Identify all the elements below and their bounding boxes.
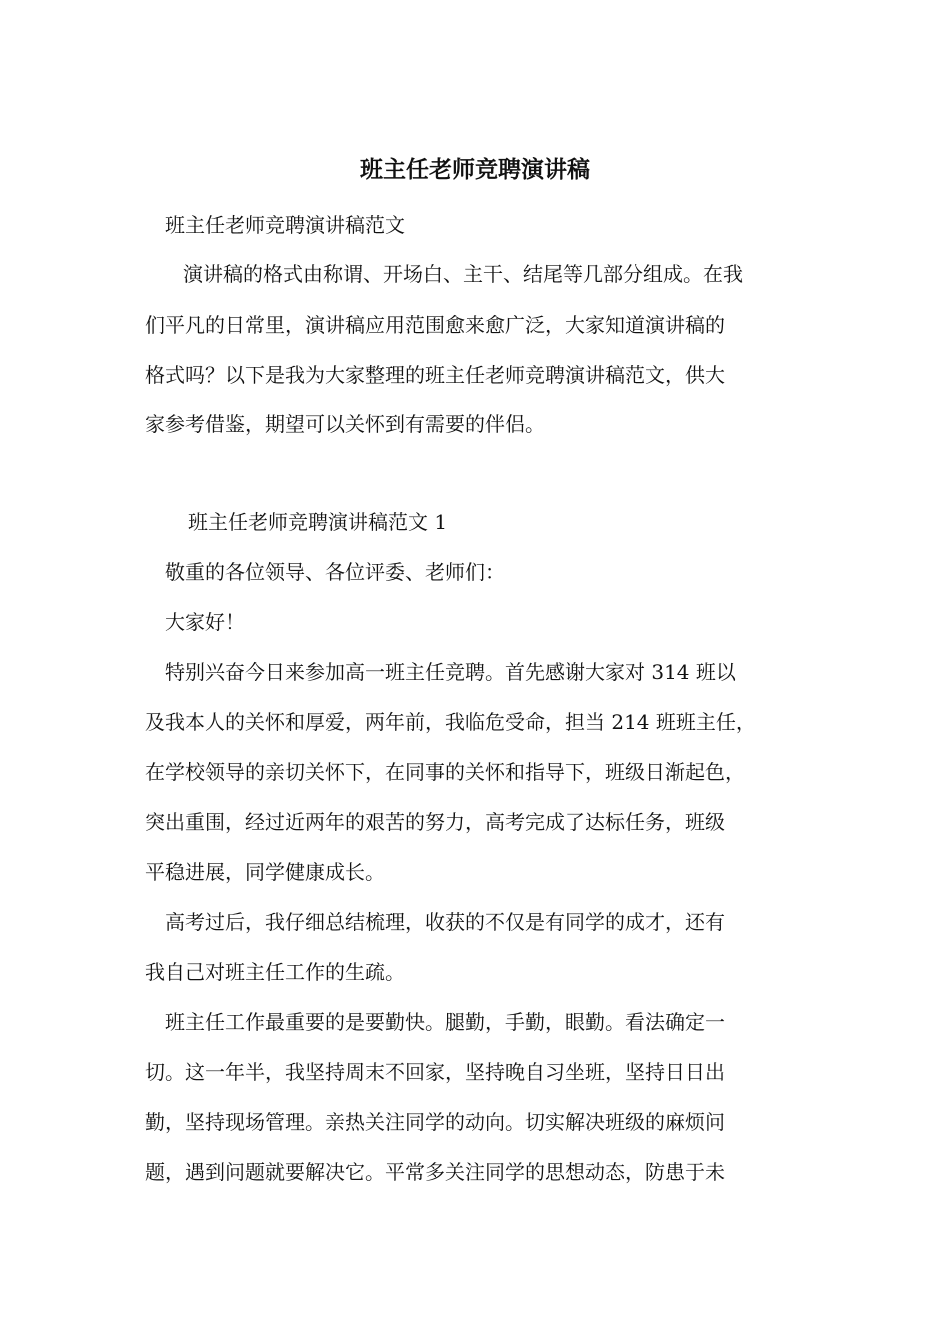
subtitle-line: 班主任老师竞聘演讲稿范文 — [165, 213, 405, 237]
paragraph-line: 家参考借鉴，期望可以关怀到有需要的伴侣。 — [145, 412, 545, 436]
paragraph-line: 题，遇到问题就要解决它。平常多关注同学的思想动态，防患于未 — [145, 1160, 725, 1184]
document-title: 班主任老师竞聘演讲稿 — [360, 156, 590, 183]
paragraph-line: 高考过后，我仔细总结梳理，收获的不仅是有同学的成才，还有 — [165, 910, 725, 934]
paragraph-line: 突出重围，经过近两年的艰苦的努力，高考完成了达标任务，班级 — [145, 810, 725, 834]
salutation-line: 敬重的各位领导、各位评委、老师们： — [165, 560, 505, 584]
paragraph-line: 班主任工作最重要的是要勤快。腿勤，手勤，眼勤。看法确定一 — [165, 1010, 725, 1034]
greeting-line: 大家好！ — [165, 610, 245, 634]
paragraph-line: 平稳进展，同学健康成长。 — [145, 860, 385, 884]
paragraph-line: 特别兴奋今日来参加高一班主任竞聘。首先感谢大家对 314 班以 — [165, 660, 736, 684]
paragraph-line: 我自己对班主任工作的生疏。 — [145, 960, 405, 984]
paragraph-line: 及我本人的关怀和厚爱，两年前，我临危受命，担当 214 班班主任， — [145, 710, 756, 734]
paragraph-line: 格式吗？以下是我为大家整理的班主任老师竞聘演讲稿范文，供大 — [145, 363, 725, 387]
paragraph-line: 勤，坚持现场管理。亲热关注同学的动向。切实解决班级的麻烦问 — [145, 1110, 725, 1134]
paragraph-line: 们平凡的日常里，演讲稿应用范围愈来愈广泛，大家知道演讲稿的 — [145, 313, 725, 337]
paragraph-line: 切。这一年半，我坚持周末不回家，坚持晚自习坐班，坚持日日出 — [145, 1060, 725, 1084]
paragraph-line: 在学校领导的亲切关怀下，在同事的关怀和指导下，班级日渐起色， — [145, 760, 745, 784]
paragraph-line: 演讲稿的格式由称谓、开场白、主干、结尾等几部分组成。在我 — [183, 262, 743, 286]
section-heading: 班主任老师竞聘演讲稿范文 1 — [188, 510, 448, 534]
